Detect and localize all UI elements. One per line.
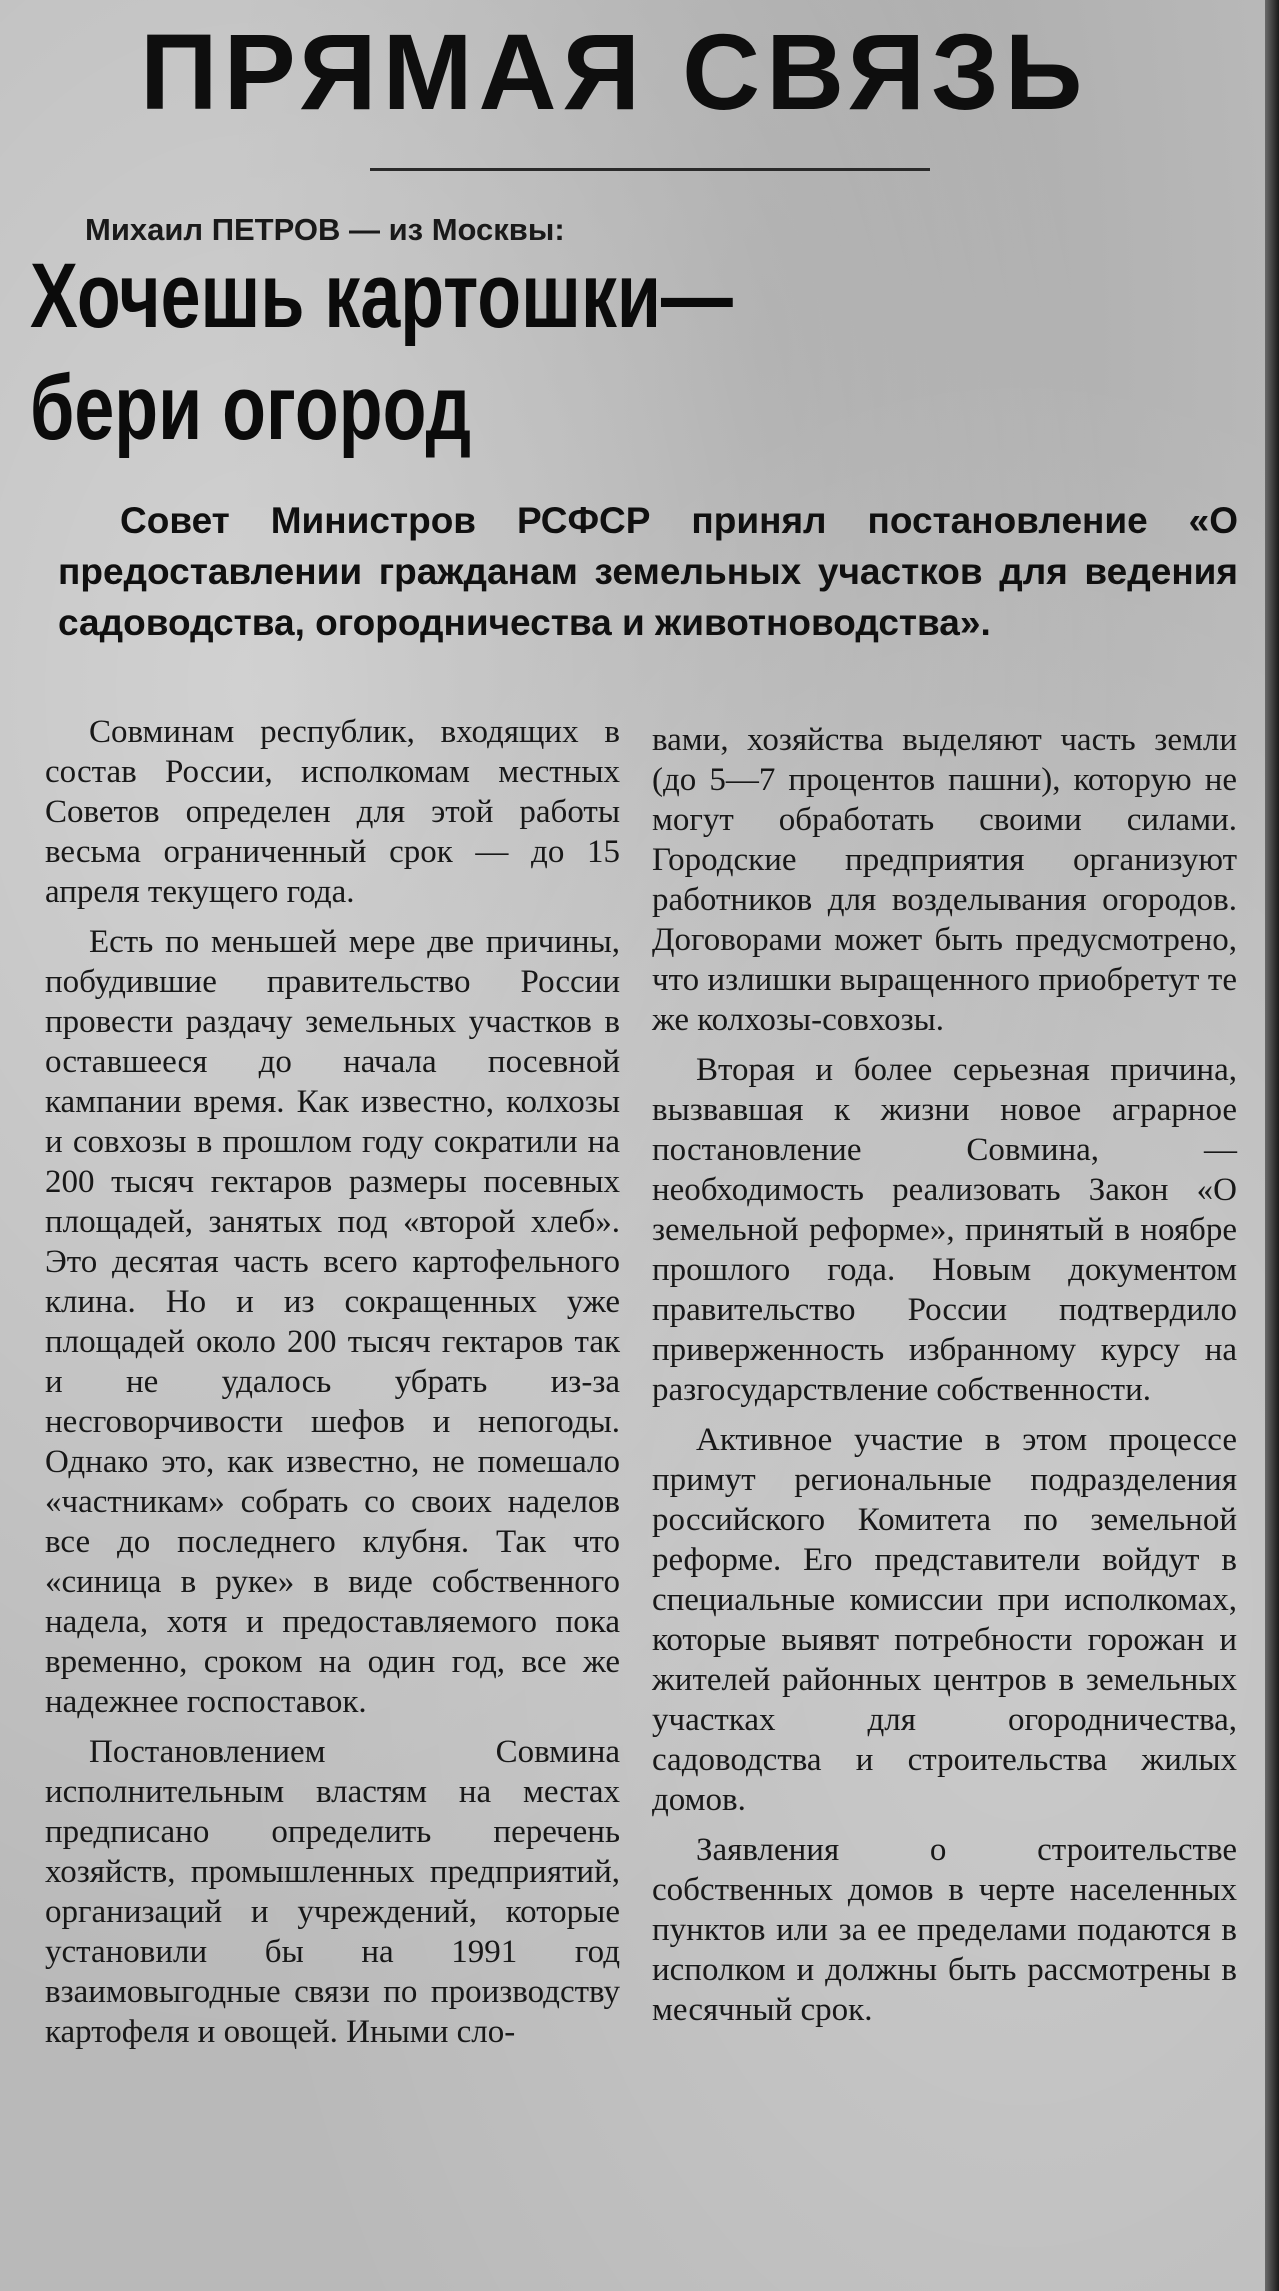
byline: Михаил ПЕТРОВ — из Москвы:	[85, 212, 565, 247]
headline-line-1: Хочешь картошки—	[30, 245, 733, 347]
paragraph: Активное участие в этом процессе примут региональные подразделения российского Комитета по земельной реформе. Его представители войдут в специальные комиссии при исполкомах, которые выявят потребности горожан и жителей районных центров в земельных участках для огородничества, садоводства и строительства жилых домов.	[652, 1422, 1237, 1818]
rubric-title: ПРЯМАЯ СВЯЗЬ	[140, 11, 1089, 132]
paragraph: Постановлением Совмина исполнительным властям на местах предписано определить перечень хозяйств, промышленных предприятий, организаций и учреждений, которые установили бы на 1991 год взаимовыгодные связи по производству картофеля и овощей. Иными сло-	[45, 1734, 620, 2050]
page-edge-shadow	[1265, 0, 1279, 2291]
paragraph: вами, хозяйства выделяют часть земли (до 5—7 процентов пашни), которую не могут обработать своими силами. Городские предприятия организуют работников для возделывания огородов. Договорами может быть предусмотрено, что излишки выращенного приобретут те же колхозы-совхозы.	[652, 722, 1237, 1038]
headline	[30, 240, 733, 464]
paragraph: Совминам республик, входящих в состав России, исполкомам местных Советов определен для этой работы весьма ограниченный срок — до 15 апреля текущего года.	[45, 714, 620, 910]
lead-paragraph: Совет Министров РСФСР принял постановление «О предоставлении гражданам земельных участков для ведения садоводства, огородничества и животноводства».	[58, 500, 1238, 643]
article-column-left	[45, 712, 620, 2062]
paragraph: Заявления о строительстве собственных домов в черте населенных пунктов или за ее пределами подаются в исполком и должны быть рассмотрены в месячный срок.	[652, 1832, 1237, 2028]
paragraph: Вторая и более серьезная причина, вызвавшая к жизни новое аграрное постановление Совмина, — необходимость реализовать Закон «О земельной реформе», принятый в ноябре прошлого года. Новым документом правительство России подтвердило приверженность избранному курсу на разгосударствление собственности.	[652, 1052, 1237, 1408]
headline-line-2: бери огород	[30, 357, 472, 459]
article-column-right	[652, 720, 1237, 2040]
rubric-underline	[370, 168, 930, 171]
paragraph: Есть по меньшей мере две причины, побудившие правительство России провести раздачу земельных участков в оставшееся до начала посевной кампании время. Как известно, колхозы и совхозы в прошлом году сократили на 200 тысяч гектаров размеры посевных площадей, занятых под «второй хлеб». Это десятая часть всего картофельного клина. Но и из сокращенных уже площадей около 200 тысяч гектаров так и не удалось убрать из-за несговорчивости шефов и непогоды. Однако это, как известно, не помешало «частникам» собрать со своих наделов все до последнего клубня. Так что «синица в руке» в виде собственного надела, хотя и предоставляемого пока временно, сроком на один год, все же надежнее госпоставок.	[45, 924, 620, 1720]
